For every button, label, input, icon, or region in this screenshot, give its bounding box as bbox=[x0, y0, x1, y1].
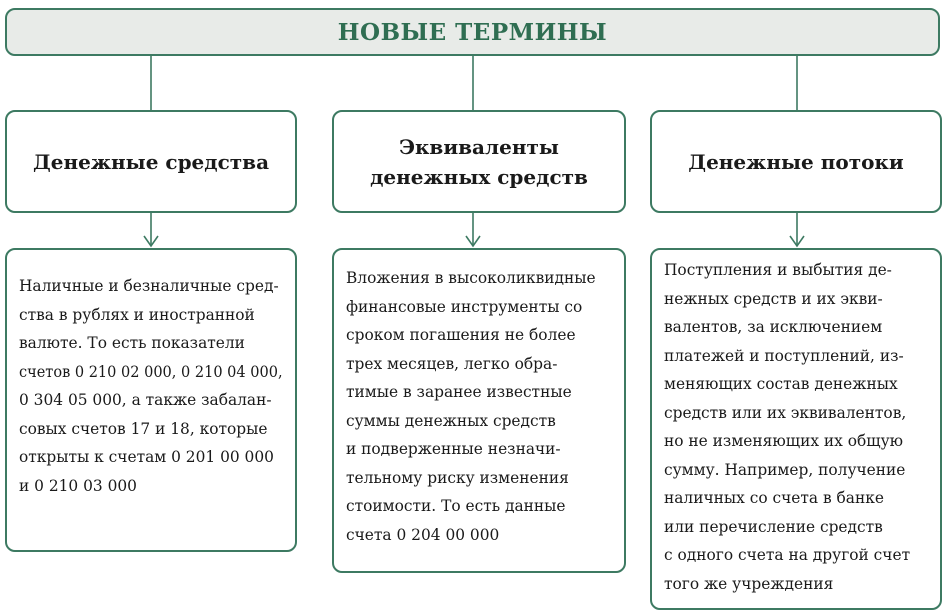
term-box-cash bbox=[5, 110, 297, 213]
description-box-cash-equivalents bbox=[332, 248, 626, 573]
term-title: Эквиваленты денежных средств bbox=[370, 134, 588, 189]
description-text bbox=[19, 272, 283, 500]
arrow-down-icon bbox=[466, 236, 480, 246]
description-line: сроком погашения не более bbox=[346, 326, 576, 344]
description-box-cash-flows bbox=[650, 248, 942, 610]
description-line: нежных средств и их экви- bbox=[664, 289, 883, 308]
description-text bbox=[346, 264, 612, 549]
description-line: открыты к счетам 0 201 00 000 bbox=[19, 448, 274, 466]
description-line: Поступления и выбытия де- bbox=[664, 261, 892, 279]
description-line: с одного счета на другой счет bbox=[664, 546, 911, 564]
description-line: ства в рублях и иностранной bbox=[19, 305, 255, 324]
description-line: меняющих состав денежных bbox=[664, 375, 898, 393]
description-line: наличных со счета в банке bbox=[664, 489, 884, 507]
term-title: Денежные средства bbox=[32, 149, 270, 174]
description-line: платежей и поступлений, из- bbox=[664, 346, 904, 365]
description-line: финансовые инструменты со bbox=[346, 297, 583, 316]
description-line: того же учреждения bbox=[664, 574, 834, 593]
term-title: Денежные потоки bbox=[688, 149, 904, 174]
header-box bbox=[5, 8, 940, 56]
term-box-cash-equivalents bbox=[332, 110, 626, 213]
description-line: и подверженные незначи- bbox=[346, 440, 561, 458]
description-line: Наличные и безналичные сред- bbox=[19, 277, 279, 295]
description-box-cash bbox=[5, 248, 297, 552]
description-line: стоимости. То есть данные bbox=[346, 497, 566, 515]
description-line: суммы денежных средств bbox=[346, 411, 556, 430]
description-line: сумму. Например, получение bbox=[664, 460, 906, 479]
description-line: средств или их эквивалентов, bbox=[664, 403, 907, 422]
header-title: НОВЫЕ ТЕРМИНЫ bbox=[337, 18, 608, 46]
arrow-down-icon bbox=[144, 236, 158, 246]
description-line: валюте. То есть показатели bbox=[19, 334, 245, 352]
term-box-cash-flows bbox=[650, 110, 942, 213]
description-line: счетов 0 210 02 000, 0 210 04 000, bbox=[19, 362, 283, 381]
description-text bbox=[664, 256, 928, 598]
description-line: 0 304 05 000, а также забалан- bbox=[19, 391, 272, 409]
description-line: тимые в заранее известные bbox=[346, 383, 572, 401]
description-line: но не изменяющих их общую bbox=[664, 432, 904, 450]
description-line: счета 0 204 00 000 bbox=[346, 525, 500, 544]
description-line: трех месяцев, легко обра- bbox=[346, 354, 558, 373]
description-line: Вложения в высоколиквидные bbox=[346, 269, 596, 287]
arrow-down-icon bbox=[790, 236, 804, 246]
description-line: совых счетов 17 и 18, которые bbox=[19, 419, 268, 438]
description-line: или перечисление средств bbox=[664, 517, 883, 536]
description-line: и 0 210 03 000 bbox=[19, 476, 137, 495]
description-line: тельному риску изменения bbox=[346, 468, 569, 487]
description-line: валентов, за исключением bbox=[664, 318, 883, 336]
